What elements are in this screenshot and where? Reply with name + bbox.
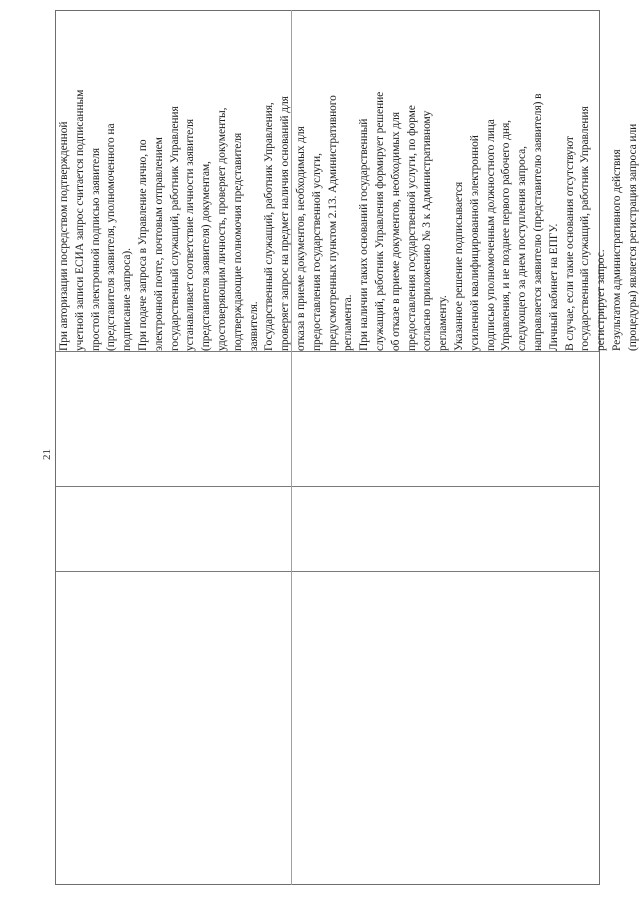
text-line: направляется заявителю (представителю заявителя) в [531, 93, 544, 351]
table-divider [56, 571, 599, 572]
text-line: (представителя заявителя) документам, [200, 161, 213, 351]
text-line: Личный кабинет на ЕПГУ. [547, 223, 560, 351]
text-line: При авторизации посредством подтвержденной [58, 121, 70, 351]
text-line: удостоверяющим личность, проверяет документы, [215, 107, 228, 351]
text-line: подписью уполномоченным должностного лица [484, 119, 497, 351]
text-line: (процедуры) является регистрация запроса или [626, 123, 639, 351]
text-line: проверяет запрос на предмет наличия оснований для [279, 96, 292, 351]
text-line: учетной записи ЕСИА запрос считается подписанным [73, 89, 86, 351]
text-line: согласно приложению № 3 к Административному [421, 110, 434, 351]
cell-text [57, 11, 640, 351]
text-line: Результатом административного действия [610, 149, 623, 351]
page-number: 21 [41, 449, 53, 460]
text-line: государственный служащий, работник Управления [168, 106, 181, 351]
text-line: предусмотренных пунктом 2.13. Административного [326, 95, 339, 351]
text-line: служащий, работник Управления формирует решение [373, 91, 386, 351]
text-line: подтверждающие полномочия представителя [231, 132, 244, 351]
text-line: При подаче запроса в Управление лично, по [136, 139, 149, 351]
text-line: устанавливает соответствие личности заявителя [184, 119, 197, 351]
text-line: простой электронной подписью заявителя [89, 148, 102, 351]
text-line: подписание запроса). [121, 248, 134, 351]
text-line: усиленной квалифицированной электронной [468, 135, 481, 351]
text-line: предоставления государственной услуги, [310, 153, 323, 351]
text-line: государственный служащий, работник Управления [579, 106, 592, 351]
text-line: следующего за днем поступления запроса, [516, 146, 529, 351]
table-divider [56, 351, 599, 352]
text-line: Государственный служащий, работник Управления, [263, 102, 276, 351]
text-line: регламента. [342, 294, 355, 351]
text-line: регламенту. [437, 295, 450, 351]
text-line: отказа в приеме документов, необходимых для [294, 126, 307, 351]
table-divider [56, 486, 599, 487]
text-line: (представителя заявителя, уполномоченного на [105, 123, 118, 351]
text-line: В случае, если такие основания отсутствуют [563, 136, 576, 351]
text-line: заявителя. [247, 301, 260, 351]
cell-text-block [57, 11, 639, 351]
text-line: электронной почте, почтовым отправлением [152, 137, 165, 351]
text-line: Указанное решение подписывается [452, 181, 465, 351]
text-line: об отказе в приеме документов, необходимых для [389, 112, 402, 351]
text-line: предоставления государственной услуги, по форме [405, 105, 418, 351]
text-line: При наличии таких оснований государственный [358, 118, 371, 351]
text-line: Управления, и не позднее первого рабочего дня, [500, 120, 513, 351]
text-line: регистрирует запрос. [595, 249, 608, 351]
